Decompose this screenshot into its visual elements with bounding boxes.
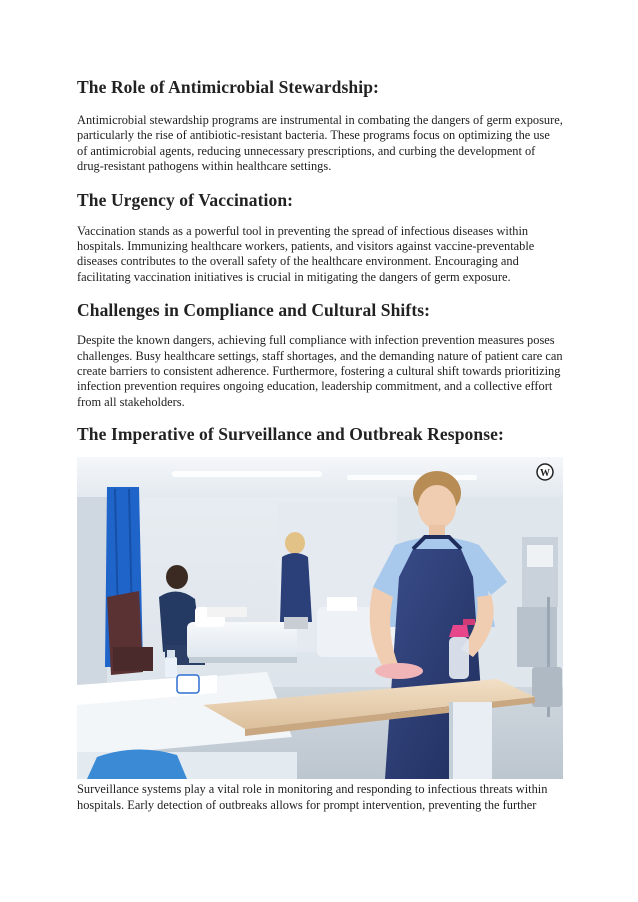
section-body-vaccination: Vaccination stands as a powerful tool in preventing the spread of infectious diseases within hospitals. Immunizing healthcare workers, patients, and visitors against vaccine-preventable diseases contributes to the overall safety of the healthcare environment. Encouraging and facilitating vaccination initiatives is crucial in mitigating the dangers of germ exposure. (77, 223, 535, 284)
section-heading-compliance: Challenges in Compliance and Cultural Shifts: (77, 300, 431, 321)
document-content (77, 76, 563, 813)
section-body-compliance: Despite the known dangers, achieving full compliance with infection prevention measures poses challenges. Busy healthcare settings, staff shortages, and the demanding nature of patient care can create barriers to consistent adherence. Furthermore, fostering a cultural shift towards prioritizing infection prevention requires ongoing education, leadership commitment, and a collective effort from all stakeholders. (77, 333, 563, 409)
hospital-cleaning-photo (77, 457, 563, 779)
section-body-stewardship: Antimicrobial stewardship programs are instrumental in combating the dangers of germ exposure, particularly the rise of antibiotic-resistant bacteria. These programs focus on optimizing the use of antimicrobial agents, reducing unnecessary prescriptions, and curbing the development of drug-resistant pathogens within healthcare settings. (77, 113, 563, 174)
section-heading-surveillance: The Imperative of Surveillance and Outbreak Response: (77, 424, 504, 445)
section-body-surveillance: Surveillance systems play a vital role in monitoring and responding to infectious threats within hospitals. Early detection of outbreaks allows for prompt intervention, preventing the further (77, 782, 548, 812)
watermark-logo-letter: W (540, 468, 550, 480)
section-heading-vaccination: The Urgency of Vaccination: (77, 189, 294, 210)
section-heading-stewardship: The Role of Antimicrobial Stewardship: (77, 77, 379, 97)
